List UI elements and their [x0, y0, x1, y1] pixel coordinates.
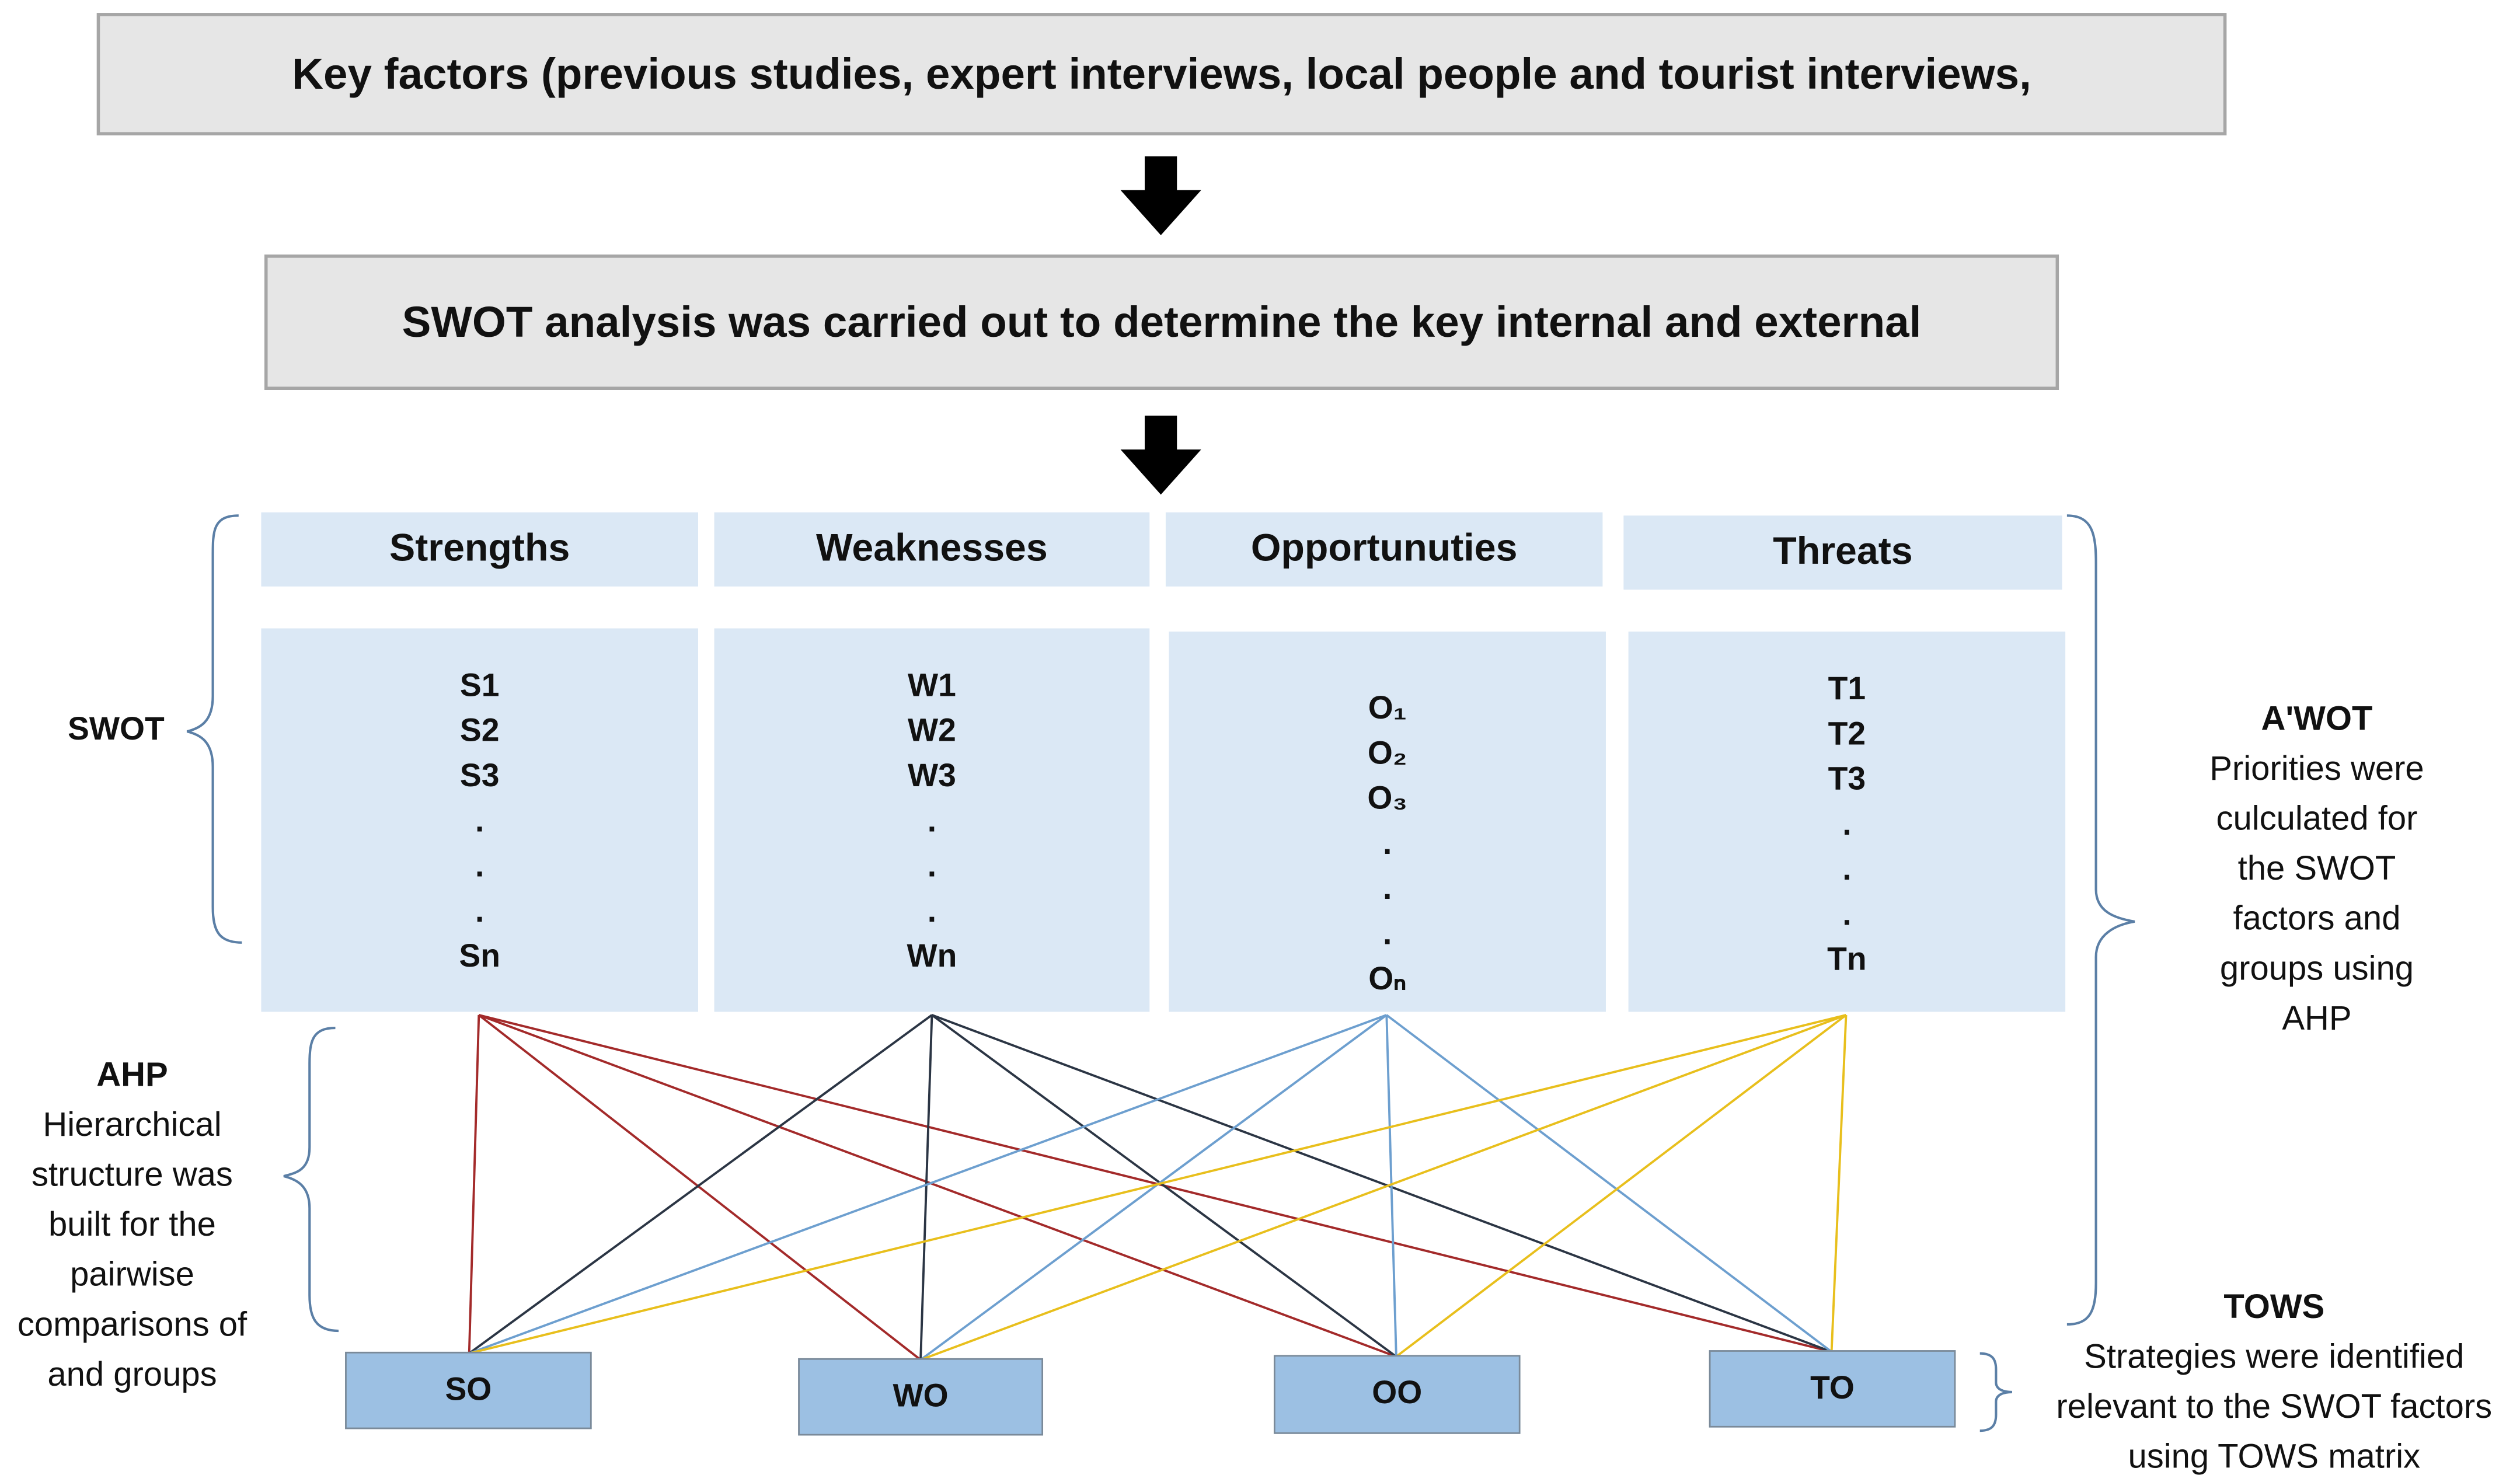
connector-strengths-to-oo	[479, 1015, 1396, 1357]
ahp-line: built for the	[48, 1206, 216, 1244]
strategy-to	[1709, 1350, 1956, 1427]
strategy-so-label: SO	[445, 1372, 492, 1408]
awot-brace	[2067, 515, 2135, 1324]
connector-weaknesses-to-to	[932, 1015, 1831, 1352]
header-strengths-label: Strengths	[389, 526, 570, 571]
list-opportunities	[1169, 632, 1606, 1012]
ahp-line: and groups	[47, 1357, 217, 1394]
factor-item: Oₙ	[1368, 961, 1407, 998]
factor-item: O₁	[1368, 691, 1407, 727]
header-opportunities-label: Opportunuties	[1250, 526, 1518, 571]
strategy-so	[345, 1352, 592, 1429]
factor-item: T1	[1828, 672, 1866, 707]
ahp-line: pairwise	[70, 1257, 194, 1294]
tows-line: Strategies were identified	[2084, 1338, 2465, 1376]
header-threats	[1623, 515, 2062, 590]
ahp-title: AHP	[96, 1056, 168, 1094]
factor-dot: .	[1383, 827, 1392, 862]
factor-item: O₂	[1367, 736, 1407, 772]
factor-dot: .	[475, 849, 485, 885]
tows-line: relevant to the SWOT factors	[2056, 1389, 2493, 1426]
connector-threats-to-so	[469, 1015, 1846, 1354]
strategy-wo-label: WO	[893, 1378, 949, 1414]
factor-item: Tn	[1827, 942, 1867, 978]
swot-analysis-text: SWOT analysis was carried out to determine the key internal and external	[402, 297, 1922, 346]
factor-dot: .	[1383, 916, 1392, 953]
awot-line: the SWOT	[2237, 850, 2396, 888]
list-threats	[1629, 632, 2066, 1012]
key-factors-box	[97, 13, 2227, 135]
list-strengths	[261, 629, 698, 1012]
strategy-oo-label: OO	[1372, 1376, 1423, 1412]
connector-weaknesses-to-so	[469, 1015, 932, 1354]
strategy-to-label: TO	[1810, 1370, 1855, 1406]
awot-line: AHP	[2282, 1000, 2352, 1038]
swot-label	[36, 706, 197, 756]
header-weaknesses	[714, 512, 1150, 587]
connector-strengths-to-so	[469, 1015, 479, 1354]
swot-analysis-box	[264, 254, 2059, 390]
factor-item: S2	[459, 713, 500, 749]
ahp-line: Hierarchical	[43, 1107, 222, 1144]
factor-dot: .	[475, 804, 485, 840]
factor-dot: .	[1842, 897, 1852, 933]
connector-threats-to-wo	[921, 1015, 1846, 1360]
connector-opportunities-to-wo	[921, 1015, 1386, 1360]
factor-item: Sn	[459, 939, 500, 975]
connector-threats-to-oo	[1396, 1015, 1846, 1357]
ahp-line: comparisons of	[17, 1306, 248, 1344]
awot-line: Priorities were	[2209, 751, 2424, 788]
header-strengths	[261, 512, 698, 587]
connector-opportunities-to-to	[1386, 1015, 1831, 1352]
connector-strengths-to-wo	[479, 1015, 921, 1360]
factor-item: T2	[1828, 717, 1866, 753]
connector-weaknesses-to-oo	[932, 1015, 1396, 1357]
factor-dot: .	[475, 894, 485, 930]
factor-item: W3	[908, 759, 956, 794]
factor-item: S3	[459, 759, 500, 794]
awot-line: groups using	[2219, 950, 2414, 988]
tows-brace	[1980, 1354, 2012, 1431]
header-threats-label: Threats	[1773, 530, 1913, 574]
factor-dot: .	[1842, 807, 1852, 843]
factor-dot: .	[927, 804, 937, 840]
awot-label	[2169, 695, 2465, 1044]
factor-dot: .	[1842, 852, 1852, 888]
factor-dot: .	[927, 894, 937, 930]
tows-label	[2028, 1282, 2520, 1482]
awot-line: factors and	[2233, 901, 2401, 938]
list-weaknesses	[714, 629, 1150, 1012]
connector-threats-to-to	[1832, 1015, 1846, 1352]
factor-item: O₃	[1367, 781, 1407, 817]
swot-label-text: SWOT	[68, 712, 165, 748]
tows-line: using TOWS matrix	[2128, 1438, 2421, 1476]
awot-line: culculated for	[2216, 800, 2418, 838]
header-opportunities	[1166, 512, 1603, 587]
factor-item: W1	[908, 668, 956, 705]
strategy-wo	[798, 1358, 1043, 1435]
factor-item: W2	[908, 713, 956, 749]
ahp-brace	[284, 1028, 339, 1331]
factor-dot: .	[1383, 871, 1392, 908]
awot-title: A'WOT	[2261, 700, 2373, 738]
ahp-line: structure was	[32, 1156, 233, 1194]
factor-item: T3	[1828, 762, 1866, 798]
factor-item: Wn	[907, 939, 957, 975]
key-factors-text: Key factors (previous studies, expert interviews, local people and tourist interviews,	[292, 49, 2031, 97]
strategy-oo	[1274, 1355, 1521, 1434]
factor-dot: .	[927, 849, 937, 885]
ahp-label	[0, 1051, 264, 1400]
header-weaknesses-label: Weaknesses	[816, 526, 1048, 571]
tows-title: TOWS	[2223, 1289, 2325, 1326]
factor-item: S1	[459, 668, 500, 705]
